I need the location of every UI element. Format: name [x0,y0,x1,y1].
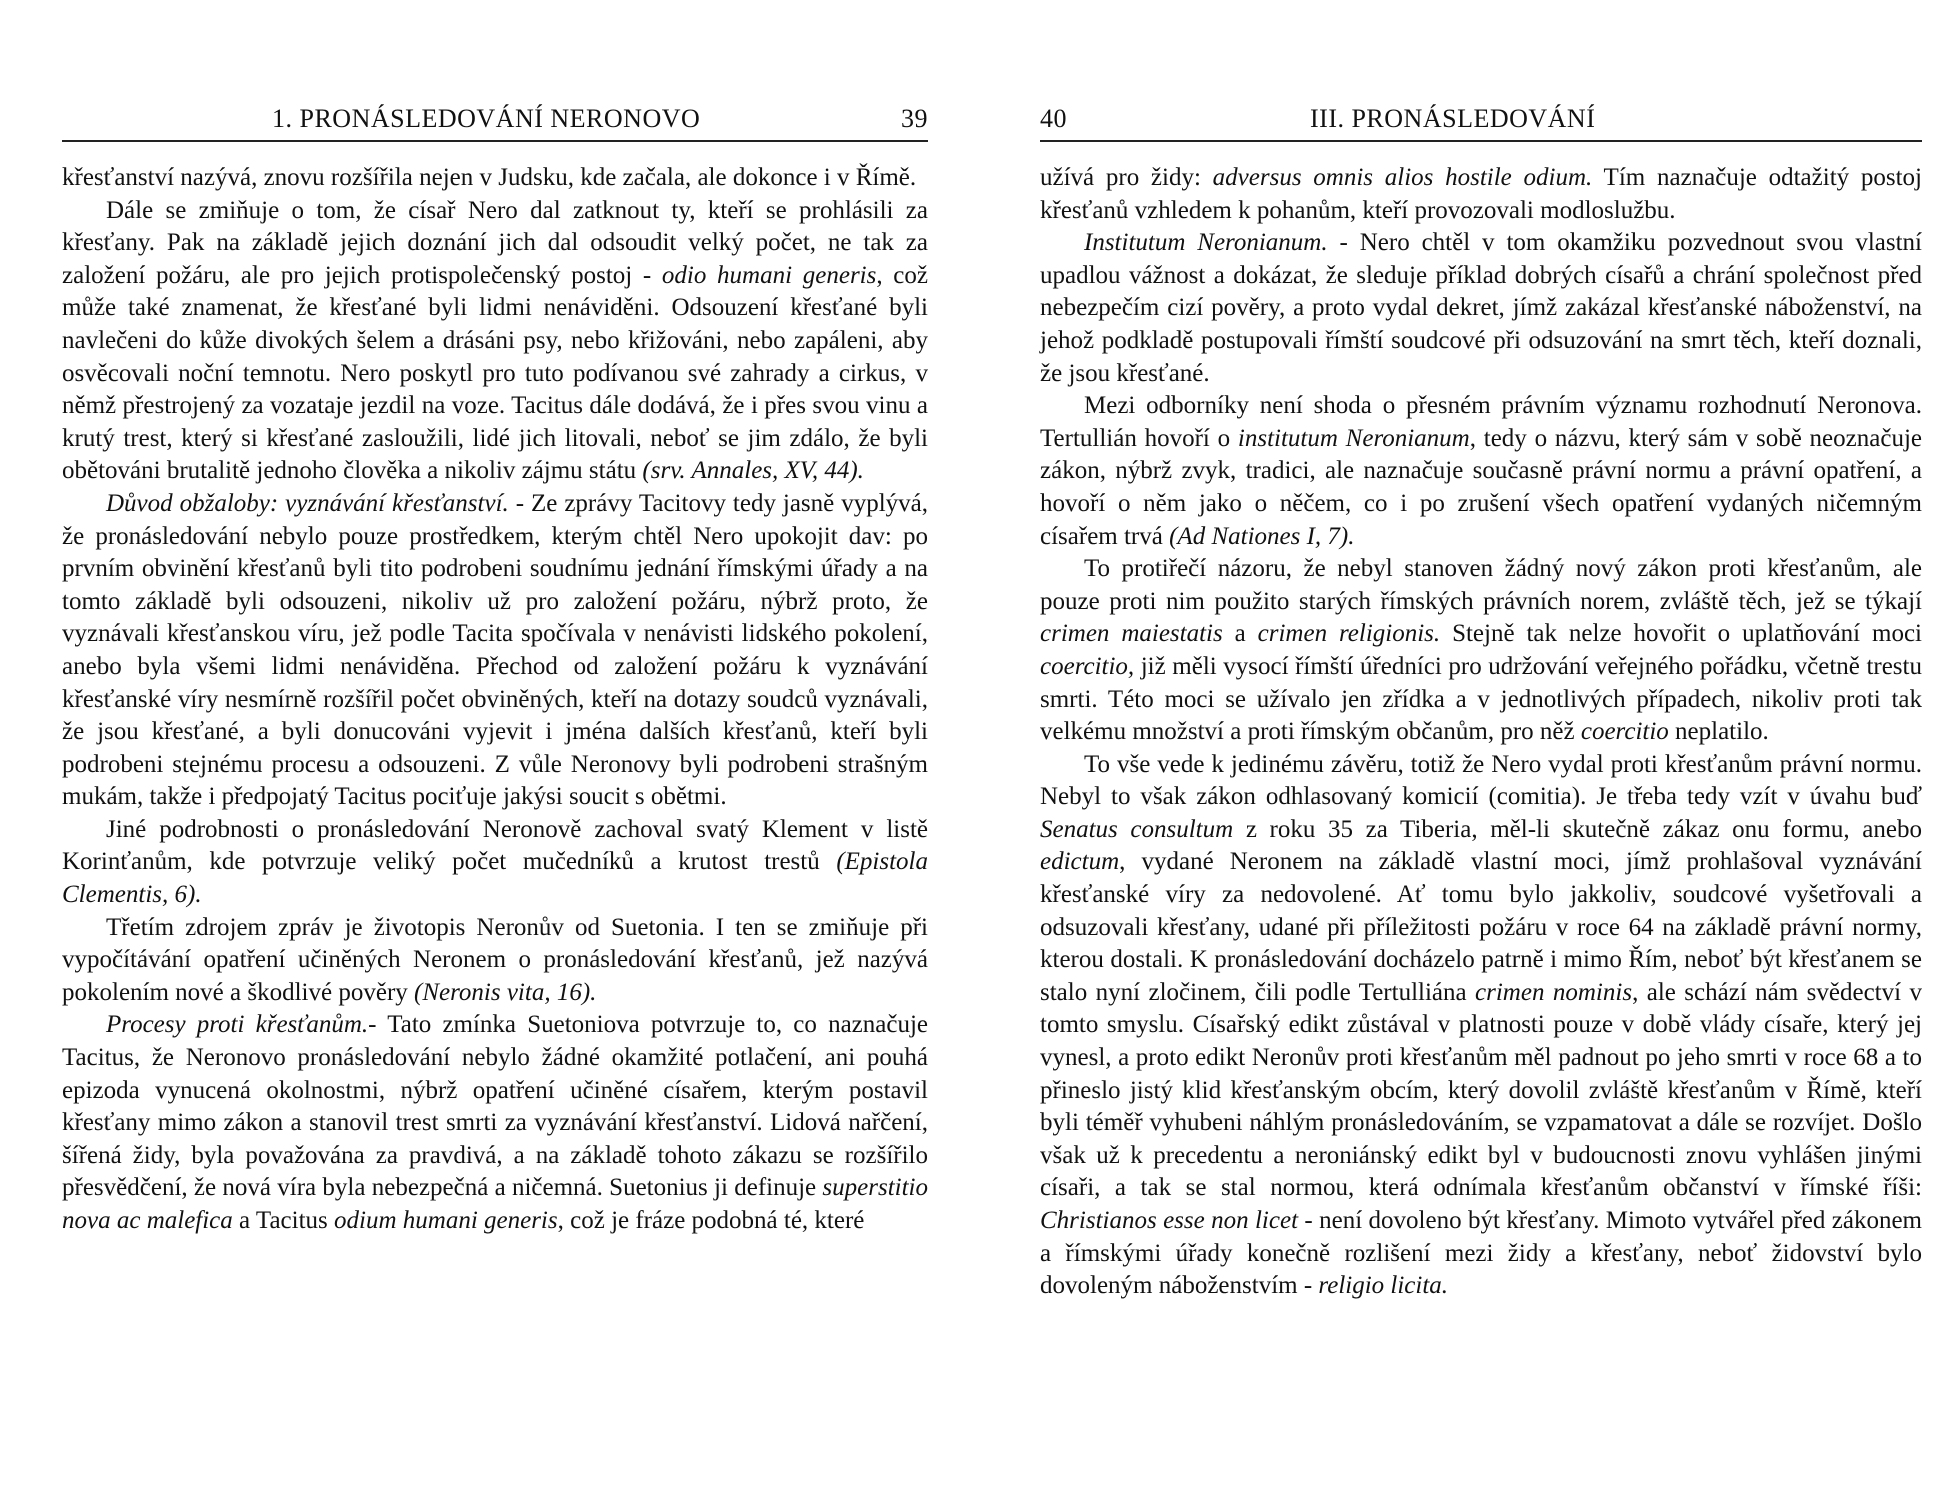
paragraph [62,912,928,1010]
paragraph [62,195,928,488]
text-run: křesťanství nazývá, znovu rozšířila nejen v Judsku, kde začala, ale dokonce i v Římě. [62,164,917,191]
text-run: z roku 35 za Tiberia, měl-li skutečně zákaz onu formu, anebo [1233,815,1922,843]
italic-text: (srv. Annales, XV, 44). [642,457,864,485]
right-header-title: III. PRONÁSLEDOVÁNÍ [1310,104,1596,133]
text-run: Stejně tak nelze hovořit o uplatňování moci [1440,620,1922,648]
text-run: a Tacitus [232,1207,335,1234]
italic-text: Institutum Neronianum. [1084,229,1328,257]
right-page-header [1040,100,1922,142]
italic-text: adversus omnis alios hostile odium. [1212,164,1593,191]
italic-text: Senatus consultum [1040,815,1234,843]
paragraph [1040,162,1922,227]
left-page-header [62,100,928,142]
italic-text: coercitio, [1040,652,1135,680]
text-run: a [1222,620,1258,648]
italic-text: crimen maiestatis [1040,620,1223,648]
text-run: , vydané Neronem na základě vlastní moci, jímž prohlašoval vyznávání křesťanské víry za nedovolené. Ať tomu bylo jakkoliv, soudcové vyšetřovali a odsuzovali křesťany, udané při příležitosti požáru v roce 64 na základě právní normy, kterou dostali. K pronásledování docházelo patrně i mimo Řím, neboť být křesťanem se stalo nyní zločinem, čili podle Tertulliána [1040,848,1922,1006]
paragraph [1040,553,1922,749]
text-run: neplatilo. [1668,718,1769,746]
italic-text: religio licita. [1318,1272,1449,1300]
text-run: Tím naznačuje odtažitý postoj křesťanů vzhledem k pohanům, kteří provozovali modloslužbu. [1040,164,1922,224]
paragraph [1040,749,1922,1303]
text-run: , tedy o názvu, který sám v sobě neoznačuje zákon, nýbrž zvyk, tradici, ale naznačuje současně právní normu a právní opatření, a hovoří o něm jako o něčem, co i po zrušení všech opatření vydaných ničemným císařem trvá [1040,424,1922,550]
text-run: To protiřečí názoru, že nebyl stanoven žádný nový zákon proti křesťanům, ale pouze proti nim použito starých římských právních norem, zvláště těch, jež se týkají [1040,555,1922,615]
right-page [1040,0,1922,1303]
text-run: Mezi odborníky není shoda o přesném právním významu rozhodnutí Neronova. Tertullián hovoří o [1040,392,1922,452]
paragraph [1040,227,1922,390]
italic-text: Důvod obžaloby: vyznávání křesťanství. [106,489,509,517]
italic-text: odio humani generis [661,261,877,289]
italic-text: crimen religionis. [1257,620,1441,648]
paragraph [62,162,928,195]
italic-text: crimen nominis [1475,978,1633,1006]
italic-text: edictum [1040,848,1120,876]
text-run: Dále se zmiňuje o tom, že císař Nero dal zatknout ty, kteří se prohlásili za křesťany. Pak na základě jejich doznání jich dal odsoudit velký počet, ne tak za založení požáru, ale pro jejich protispolečenský postoj - [62,196,928,289]
italic-text: (Ad Nationes I, 7). [1169,522,1355,550]
text-run: již měli vysocí římští úředníci pro udržování veřejného pořádku, včetně trestu smrti. Této moci se užívalo jen zřídka a v jednotlivých případech, nikoliv proti tak velkému množství a proti římským občanům, pro něž [1040,652,1922,746]
text-run: - Nero chtěl v tom okamžiku pozvednout svou vlastní upadlou vážnost a dokázat, že sleduje příklad dobrých císařů a chrání společnost před nebezpečím cizí pověry, a proto vydal dekret, jímž zakázal křesťanské náboženství, na jehož podkladě postupovali římští soudcové při odsuzování na smrt těch, kteří doznali, že jsou křesťané. [1040,229,1923,387]
left-page-number: 39 [901,104,928,133]
paragraph [1040,390,1922,553]
italic-text: institutum Neronianum [1237,424,1470,452]
paragraph [62,1009,928,1237]
text-run: To vše vede k jedinému závěru, totiž že Nero vydal proti křesťanům právní normu. Nebyl to však zákon odhlasovaný komicií (comitia). Je třeba tedy vzít v úvahu buď [1040,750,1922,811]
left-page [62,0,928,1238]
italic-text: superstitio nova ac malefica [62,1174,928,1234]
text-run: Třetím zdrojem zpráv je životopis Neronův od Suetonia. I ten se zmiňuje při vypočítávání opatření učiněných Neronem o pronásledování křesťanů, jež nazývá pokolením nové a škodlivé pověry [62,913,928,1006]
text-run: - Ze zprávy Tacitovy tedy jasně vyplývá, že pronásledování nebylo pouze prostředkem, kterým chtěl Nero upokojit dav: po prvním obvinění křesťanů byli tito podrobeni soudnímu jednání římskými úřady a na tomto základě byli odsouzeni, nikoliv už pro založení požáru, nýbrž proto, že vyznávali křesťanskou víru, jež podle Tacita spočívala v nenávisti lidského pokolení, anebo byla všemi lidmi nenáviděna. Přechod od založení požáru k vyznávání křesťanské víry nesmírně rozšířil počet obviněných, kteří na dotazy soudců vyznávali, že jsou křesťané, a byli donucováni vyjevit i jména dalších křesťanů, kteří byli podrobeni stejnému procesu a odsouzeni. Z vůle Neronovy byli podrobeni strašným mukám, takže i předpojatý Tacitus pociťuje jakýsi soucit s obětmi. [62,489,929,811]
text-run: Jiné podrobnosti o pronásledování Neronově zachoval svatý Klement v listě Korinťanům, kde potvrzuje veliký počet mučedníků a krutost trestů [62,815,928,876]
text-run: - není dovoleno být křesťany. Mimoto vytvářel před zákonem a římskými úřady konečně rozlišení mezi židy a křesťany, neboť židovství bylo dovoleným náboženstvím - [1040,1207,1922,1300]
left-page-body [62,162,928,1238]
paragraph [62,814,928,912]
italic-text: odium humani generis [334,1207,558,1234]
italic-text: coercitio [1580,718,1669,746]
text-run: , ale schází nám svědectví v tomto smyslu. Císařský edikt zůstával v platnosti pouze v době vlády císaře, který jej vynesl, a proto edikt Neronův proti křesťanům měl padnout po jeho smrti v roce 68 a to přineslo jistý klid křesťanským obcím, který dovolil zvláště křesťanům v Římě, kteří byli téměř vyhubeni náhlým pronásledováním, se vzpamatovat a dále se rozvíjet. Došlo však už k precedentu a neroniánský edikt byl v budoucnosti znovu vyhlášen jinými císaři, a tak se stal normou, která odnímala křesťanům občanství v římské říši: [1040,978,1922,1202]
right-page-body [1040,162,1922,1303]
left-header-title: 1. PRONÁSLEDOVÁNÍ NERONOVO [272,104,701,133]
italic-text: (Neronis vita, 16). [414,978,597,1006]
text-run: - Tato zmínka Suetoniova potvrzuje to, co naznačuje Tacitus, že Neronovo pronásledování nebylo žádné okamžité potlačení, ani pouhá epizoda vynucená okolnostmi, nýbrž opatření učiněné císařem, kterým postavil křesťany mimo zákon a stanovil trest smrti za vyznávání křesťanství. Lidová nařčení, šířená židy, byla považována za pravdivá, a na základě tohoto zákazu se rozšířilo přesvědčení, že nová víra byla nebezpečná a ničemná. Suetonius ji definuje [62,1011,928,1202]
right-page-number: 40 [1040,104,1067,133]
italic-text: Christianos esse non licet [1040,1207,1299,1234]
paragraph [62,488,928,814]
text-run: , což je fráze podobná té, které [557,1207,865,1234]
italic-text: Procesy proti křesťanům. [106,1011,369,1039]
italic-text: (Epistola Clementis, 6). [62,848,928,909]
text-run: užívá pro židy: [1040,164,1213,191]
text-run: , což může také znamenat, že křesťané byli lidmi nenáviděni. Odsouzení křesťané byli navlečeni do kůže divokých šelem a drásáni psy, nebo křižováni, nebo zapáleni, aby osvěcovali noční temnotu. Nero poskytl pro tuto podívanou své zahrady a cirkus, v němž přestrojený za vozataje jezdil na voze. Tacitus dále dodává, že i přes svou vinu a krutý trest, který si křesťané zasloužili, lidé jich litovali, neboť se jim zdálo, že byli obětováni brutalitě jednoho člověka a nikoliv zájmu státu [62,261,928,485]
